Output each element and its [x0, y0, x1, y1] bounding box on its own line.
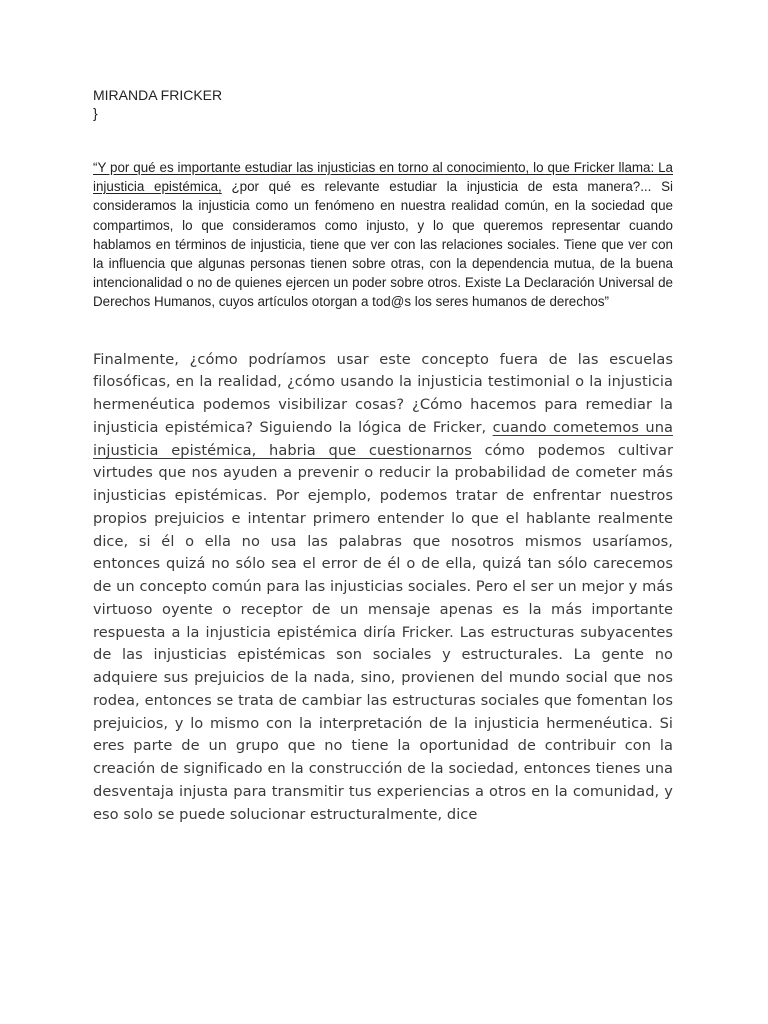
quote-underlined-text: “Y por qué es importante estudiar las injusticias en torno al conocimiento, lo que Fricker llama: La injusticia epistémica, [93, 160, 673, 195]
author-heading: MIRANDA FRICKER [93, 87, 223, 103]
quote-block [93, 158, 673, 312]
document-page [93, 86, 673, 826]
body-paragraph [93, 349, 673, 827]
stray-brace: } [93, 105, 98, 121]
paragraph-text-end: cómo podemos cultivar virtudes que nos ayuden a prevenir o reducir la probabilidad de cometer más injusticias epistémicas. Por ejemplo, podemos tratar de enfrentar nuestros propios prejuicios e intentar primero entender lo que el hablante realmente dice, si él o ella no usa las palabras que nosotros mismos usaríamos, entonces quizá no sólo sea el error de él o de ella, quizá tan sólo carecemos de un concepto común para las injusticias sociales. Pero el ser un mejor y más virtuoso oyente o receptor de un mensaje apenas es la más importante respuesta a la injusticia epistémica diría Fricker. Las estructuras subyacentes de las injusticias epistémicas son sociales y estructurales. La gente no adquiere sus prejuicios de la nada, sino, provienen del mundo social que nos rodea, entonces se trata de cambiar las estructuras sociales que fomentan los prejuicios, y lo mismo con la interpretación de la injusticia hermenéutica. Si eres parte de un grupo que no tiene la oportunidad de contribuir con la creación de significado en la construcción de la sociedad, entonces tienes una desventaja injusta para transmitir tus experiencias a otros en la comunidad, y eso solo se puede solucionar estructuralmente, dice [93, 441, 673, 823]
paragraph-text-start: Finalmente, ¿cómo podríamos usar este concepto fuera de las escuelas filosóficas, en la realidad, ¿cómo usando la injusticia testimonial o la injusticia hermenéutica podemos visibilizar cosas? ¿Cómo hacemos para remediar la injusticia epistémica? Siguiendo la lógica de Fricker, [93, 350, 673, 436]
quote-text: ¿por qué es relevante estudiar la injusticia de esta manera?... Si consideramos la injusticia como un fenómeno en nuestra realidad común, en la sociedad que compartimos, lo que consideramos como injusto, y lo que queremos representar cuando hablamos en términos de injusticia, tiene que ver con las relaciones sociales. Tiene que ver con la influencia que algunas personas tienen sobre otras, con la dependencia mutua, de la buena intencionalidad o no de quienes ejercen un poder sobre otros. Existe La Declaración Universal de Derechos Humanos, cuyos artículos otorgan a tod@s los seres humanos de derechos” [93, 179, 673, 310]
paragraph-underlined-text: cuando cometemos una injusticia epistémica, habria que cuestionarnos [93, 418, 673, 459]
